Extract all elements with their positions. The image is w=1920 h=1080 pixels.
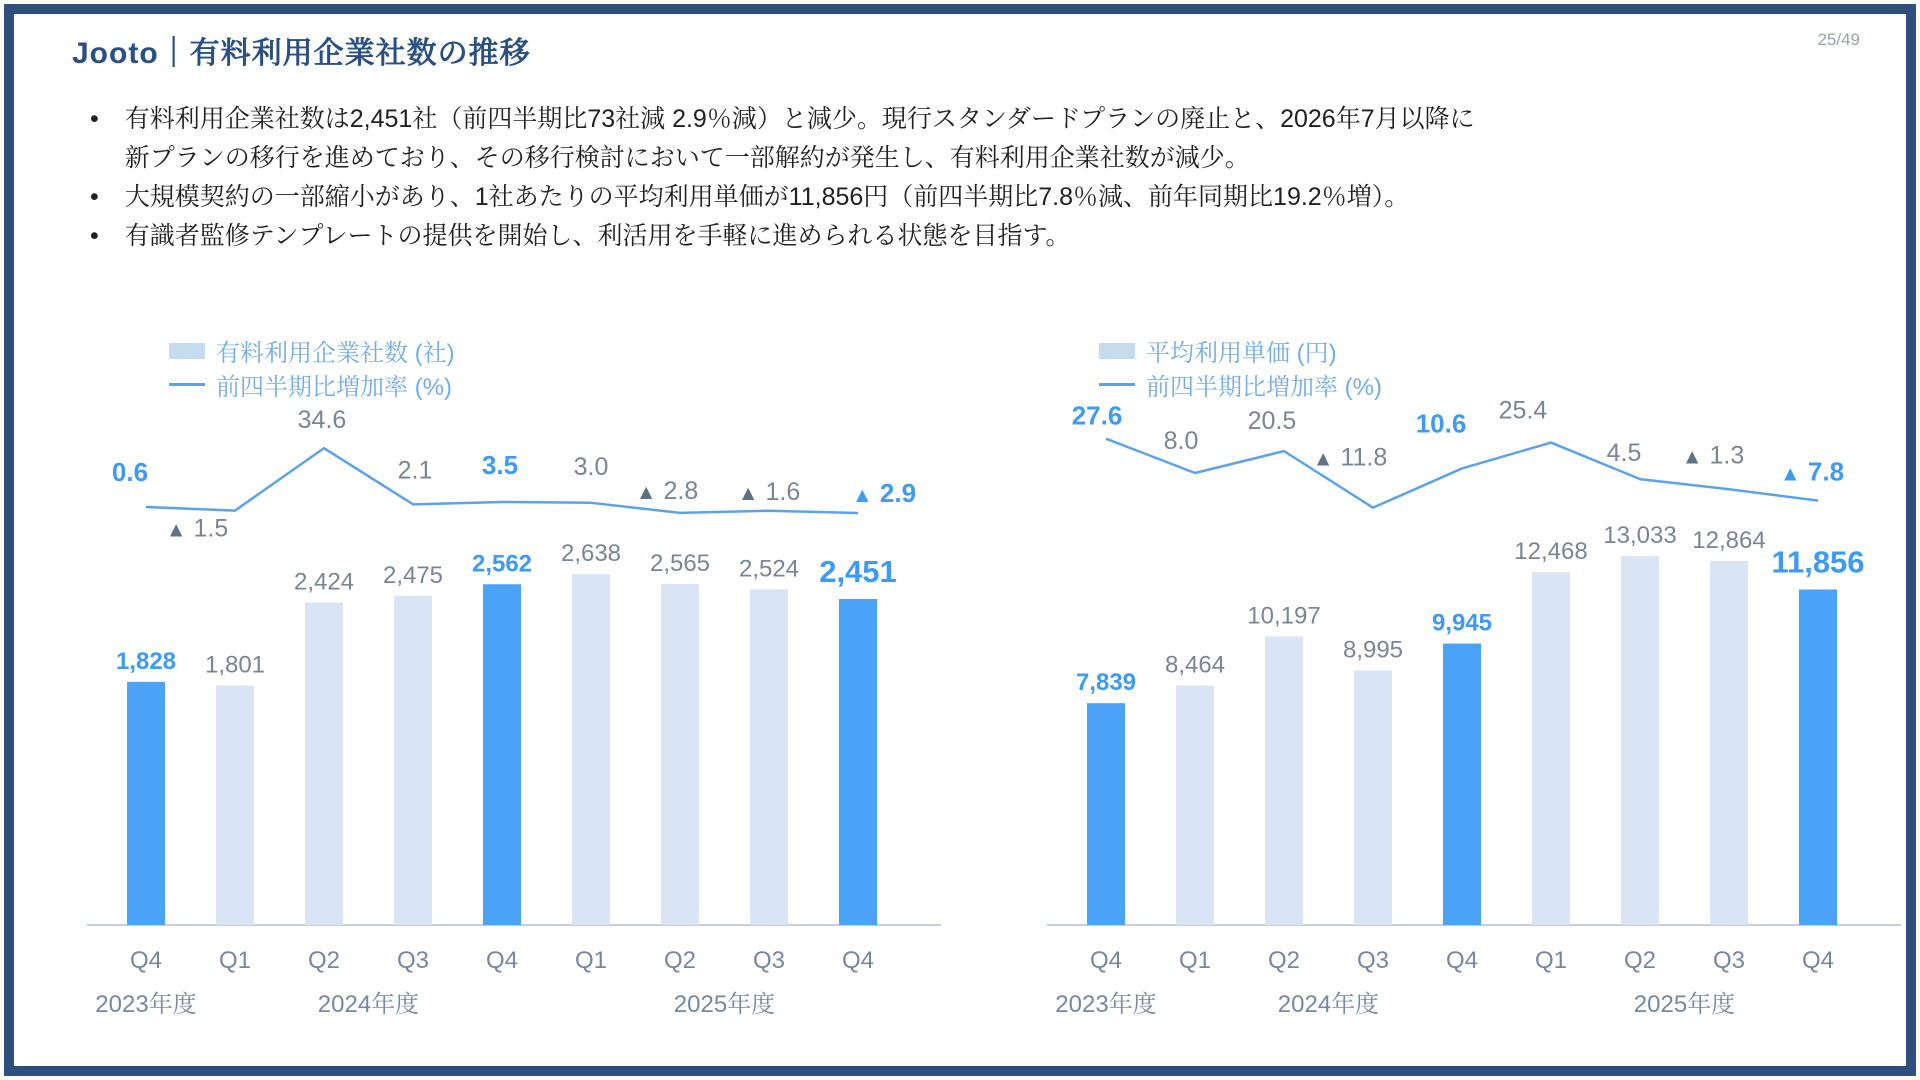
chart-legend	[1099, 334, 1382, 401]
svg-text:Q3: Q3	[396, 947, 430, 974]
svg-text:Q1: Q1	[218, 947, 252, 974]
svg-text:2,475: 2,475	[382, 561, 444, 589]
svg-text:▲ 1.5: ▲ 1.5	[165, 514, 229, 543]
bar-series-swatch	[1099, 343, 1135, 359]
svg-text:Q2: Q2	[307, 947, 341, 974]
svg-text:▲ 1.6: ▲ 1.6	[737, 477, 801, 506]
svg-text:Q3: Q3	[752, 947, 786, 974]
svg-text:3.0: 3.0	[573, 452, 609, 481]
svg-text:2,451: 2,451	[819, 554, 897, 590]
svg-text:Q4: Q4	[841, 947, 875, 974]
svg-text:Q4: Q4	[1089, 947, 1123, 974]
svg-text:2.1: 2.1	[397, 456, 433, 485]
bullet-item	[90, 178, 1475, 217]
svg-text:2,565: 2,565	[649, 549, 711, 577]
paid-companies-bar-line-chart	[85, 330, 955, 1040]
svg-text:▲ 7.8: ▲ 7.8	[1779, 456, 1845, 487]
bar-series-swatch	[169, 343, 205, 359]
bullet-list	[90, 100, 1475, 256]
chart-legend	[169, 334, 455, 401]
legend-row-line	[1099, 368, 1382, 401]
svg-text:12,864: 12,864	[1692, 526, 1766, 554]
svg-text:▲ 11.8: ▲ 11.8	[1312, 443, 1388, 472]
svg-text:2023年度: 2023年度	[95, 991, 197, 1018]
svg-text:Q3: Q3	[1356, 947, 1390, 974]
bullet-item	[90, 217, 1475, 256]
page-number: 25/49	[1817, 30, 1860, 49]
svg-text:Q3: Q3	[1712, 947, 1746, 974]
svg-text:Q2: Q2	[1267, 947, 1301, 974]
svg-text:7,839: 7,839	[1075, 669, 1137, 697]
svg-text:▲ 2.9: ▲ 2.9	[851, 478, 917, 509]
svg-text:Q2: Q2	[663, 947, 697, 974]
chart-paid-companies	[85, 330, 955, 1040]
legend-row-bars	[169, 334, 455, 367]
legend-row-bars	[1099, 334, 1382, 367]
svg-text:2024年度: 2024年度	[1277, 991, 1380, 1018]
svg-text:8,995: 8,995	[1342, 636, 1404, 664]
svg-text:4.5: 4.5	[1606, 439, 1642, 468]
legend-row-line	[169, 368, 455, 401]
svg-text:34.6: 34.6	[297, 406, 347, 435]
legend-label: 前四半期比増加率 (%)	[216, 374, 452, 401]
svg-text:20.5: 20.5	[1247, 407, 1297, 436]
bullet-dot: •	[90, 105, 99, 133]
svg-text:12,468: 12,468	[1514, 538, 1588, 566]
svg-text:13,033: 13,033	[1603, 522, 1677, 550]
line-series-swatch	[1099, 383, 1135, 386]
svg-text:0.6: 0.6	[111, 456, 149, 487]
svg-text:Q4: Q4	[485, 947, 519, 974]
svg-text:Q4: Q4	[1445, 947, 1479, 974]
chart-average-price	[1045, 330, 1915, 1040]
svg-text:10,197: 10,197	[1247, 602, 1321, 630]
bullet-text: 有料利用企業社数は2,451社（前四半期比73社減 2.9％減）と減少。現行スタンダードプランの廃止と、2026年7月以降に新プランの移行を進めており、その移行検討において一部解約が発生し、有料利用企業社数が減少。	[124, 105, 1475, 172]
svg-text:Q1: Q1	[1178, 947, 1212, 974]
bullet-text: 有識者監修テンプレートの提供を開始し、利活用を手軽に進められる状態を目指す。	[124, 222, 1071, 250]
svg-text:▲ 1.3: ▲ 1.3	[1681, 441, 1745, 470]
svg-text:Q4: Q4	[1801, 947, 1835, 974]
legend-label: 有料利用企業社数 (社)	[216, 340, 455, 367]
svg-text:▲ 2.8: ▲ 2.8	[635, 476, 699, 505]
svg-text:9,945: 9,945	[1431, 609, 1493, 637]
svg-text:1,801: 1,801	[204, 651, 266, 679]
bullet-text: 大規模契約の一部縮小があり、1社あたりの平均利用単価が11,856円（前四半期比7.8％減、前年同期比19.2％増）。	[124, 183, 1410, 211]
svg-text:Q1: Q1	[1534, 947, 1568, 974]
svg-text:2023年度: 2023年度	[1055, 991, 1157, 1018]
svg-text:25.4: 25.4	[1498, 396, 1548, 425]
bullet-item	[90, 100, 1475, 178]
line-series-swatch	[169, 383, 205, 386]
svg-text:2,524: 2,524	[738, 555, 800, 583]
svg-text:2,562: 2,562	[471, 550, 533, 578]
svg-text:Q2: Q2	[1623, 947, 1657, 974]
legend-label: 平均利用単価 (円)	[1146, 340, 1337, 367]
average-price-bar-line-chart	[1045, 330, 1915, 1040]
bullet-dot: •	[90, 183, 99, 211]
legend-label: 前四半期比増加率 (%)	[1146, 374, 1382, 401]
svg-text:27.6: 27.6	[1071, 400, 1123, 431]
svg-text:2,424: 2,424	[293, 568, 355, 596]
bullet-dot: •	[90, 222, 99, 250]
page-title: Jooto｜有料利用企業社数の推移	[72, 37, 531, 70]
svg-text:2025年度: 2025年度	[673, 991, 776, 1018]
svg-text:10.6: 10.6	[1415, 408, 1467, 439]
svg-text:2024年度: 2024年度	[317, 991, 420, 1018]
slide	[4, 4, 1916, 1076]
svg-text:3.5: 3.5	[481, 449, 519, 480]
svg-text:1,828: 1,828	[115, 647, 177, 675]
svg-text:Q4: Q4	[129, 947, 163, 974]
svg-text:Q1: Q1	[574, 947, 608, 974]
svg-text:8.0: 8.0	[1163, 427, 1199, 455]
svg-text:2,638: 2,638	[560, 540, 622, 568]
svg-text:2025年度: 2025年度	[1633, 991, 1736, 1018]
svg-text:8,464: 8,464	[1164, 651, 1226, 679]
svg-text:11,856: 11,856	[1771, 544, 1865, 580]
